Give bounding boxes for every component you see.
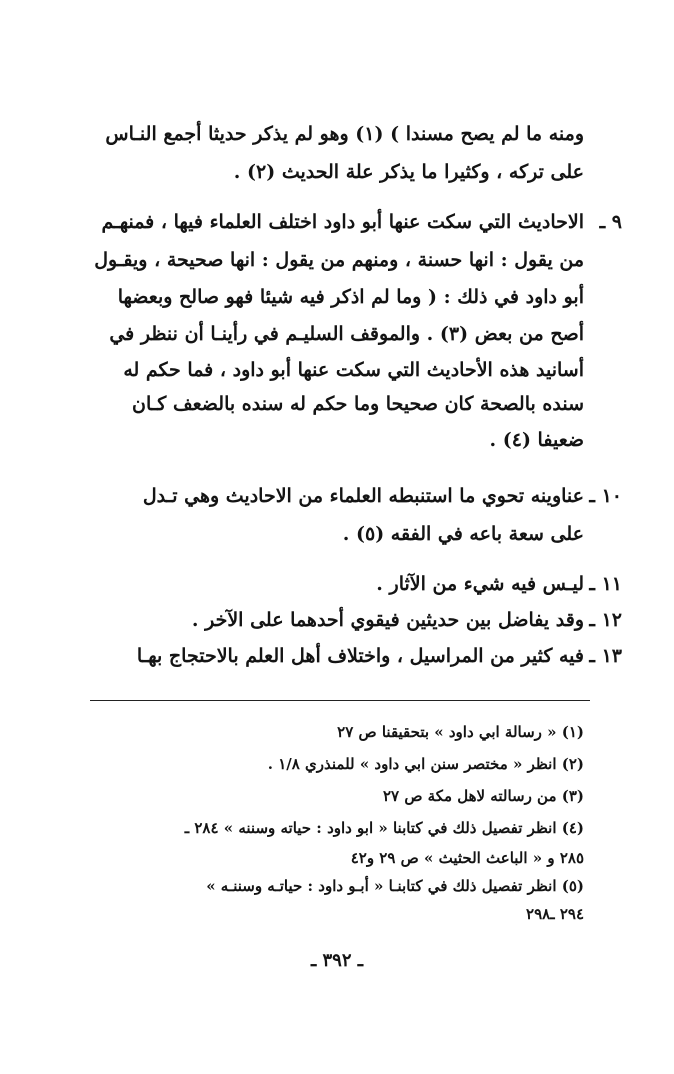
item-11-text: ليـس فيه شيء من الآثار . (376, 573, 584, 595)
item-10-number: ١٠ ـ (589, 485, 622, 507)
footnote-2: (٢) انظر « مختصر سنن ابي داود » للمنذري ١/٨ . (267, 755, 584, 773)
footnote-4-continued: ٢٨٥ و « الباعث الحثيث » ص ٢٩ و٤٢ (350, 849, 584, 867)
item-12-number: ١٢ ـ (589, 609, 622, 631)
item-9-number: ٩ ـ (599, 211, 622, 233)
footnote-divider (90, 700, 590, 701)
item-9-line-2: من يقول : انها حسنة ، ومنهم من يقول : انها صحيحة ، ويقـول (94, 249, 584, 271)
footnote-1: (١) « رسالة ابي داود » بتحقيقنا ص ٢٧ (337, 723, 584, 741)
item-9-line-5: أسانيد هذه الأحاديث التي سكت عنها أبو داود ، فما حكم له (123, 359, 584, 381)
item-13-text: فيه كثير من المراسيل ، واختلاف أهل العلم بالاحتجاج بهـا (136, 645, 584, 667)
item-12-text: وقد يفاضل بين حديثين فيقوي أحدهما على الآخر . (191, 609, 584, 631)
body-line-1: ومنه ما لم يصح مسندا ) (١) وهو لم يذكر حديثا أجمع النـاس (105, 123, 584, 145)
page-number: ـ ٣٩٢ ـ (310, 950, 364, 971)
item-9-line-1: الاحاديث التي سكت عنها أبو داود اختلف العلماء فيها ، فمنهـم (101, 211, 584, 233)
item-10-line-2: على سعة باعه في الفقه (٥) . (342, 523, 584, 545)
item-11-number: ١١ ـ (589, 573, 622, 595)
item-10-line-1: عناوينه تحوي ما استنبطه العلماء من الاحاديث وهي تـدل (142, 485, 584, 507)
footnote-5: (٥) انظر تفصيل ذلك في كتابنـا « أبـو داود : حياتـه وسننـه » (206, 877, 584, 895)
item-9-line-3: أبو داود في ذلك : ( وما لم اذكر فيه شيئا فهو صالح وبعضها (117, 286, 584, 308)
item-9-line-6: سنده بالصحة كان صحيحا وما حكم له سنده بالضعف كـان (132, 393, 584, 415)
footnote-5-continued: ٢٩٤ ـ٢٩٨ (526, 905, 584, 923)
item-13-number: ١٣ ـ (589, 645, 622, 667)
item-9-line-4: أصح من بعض (٣) . والموقف السليـم في رأينـا أن ننظر في (109, 323, 584, 345)
item-9-line-7: ضعيفا (٤) . (489, 429, 584, 451)
footnote-3: (٣) من رسالته لاهل مكة ص ٢٧ (382, 787, 584, 805)
body-line-2: على تركه ، وكثيرا ما يذكر علة الحديث (٢) . (233, 161, 584, 183)
footnote-4: (٤) انظر تفصيل ذلك في كتابنا « ابو داود : حياته وسننه » ٢٨٤ ـ (184, 819, 584, 837)
